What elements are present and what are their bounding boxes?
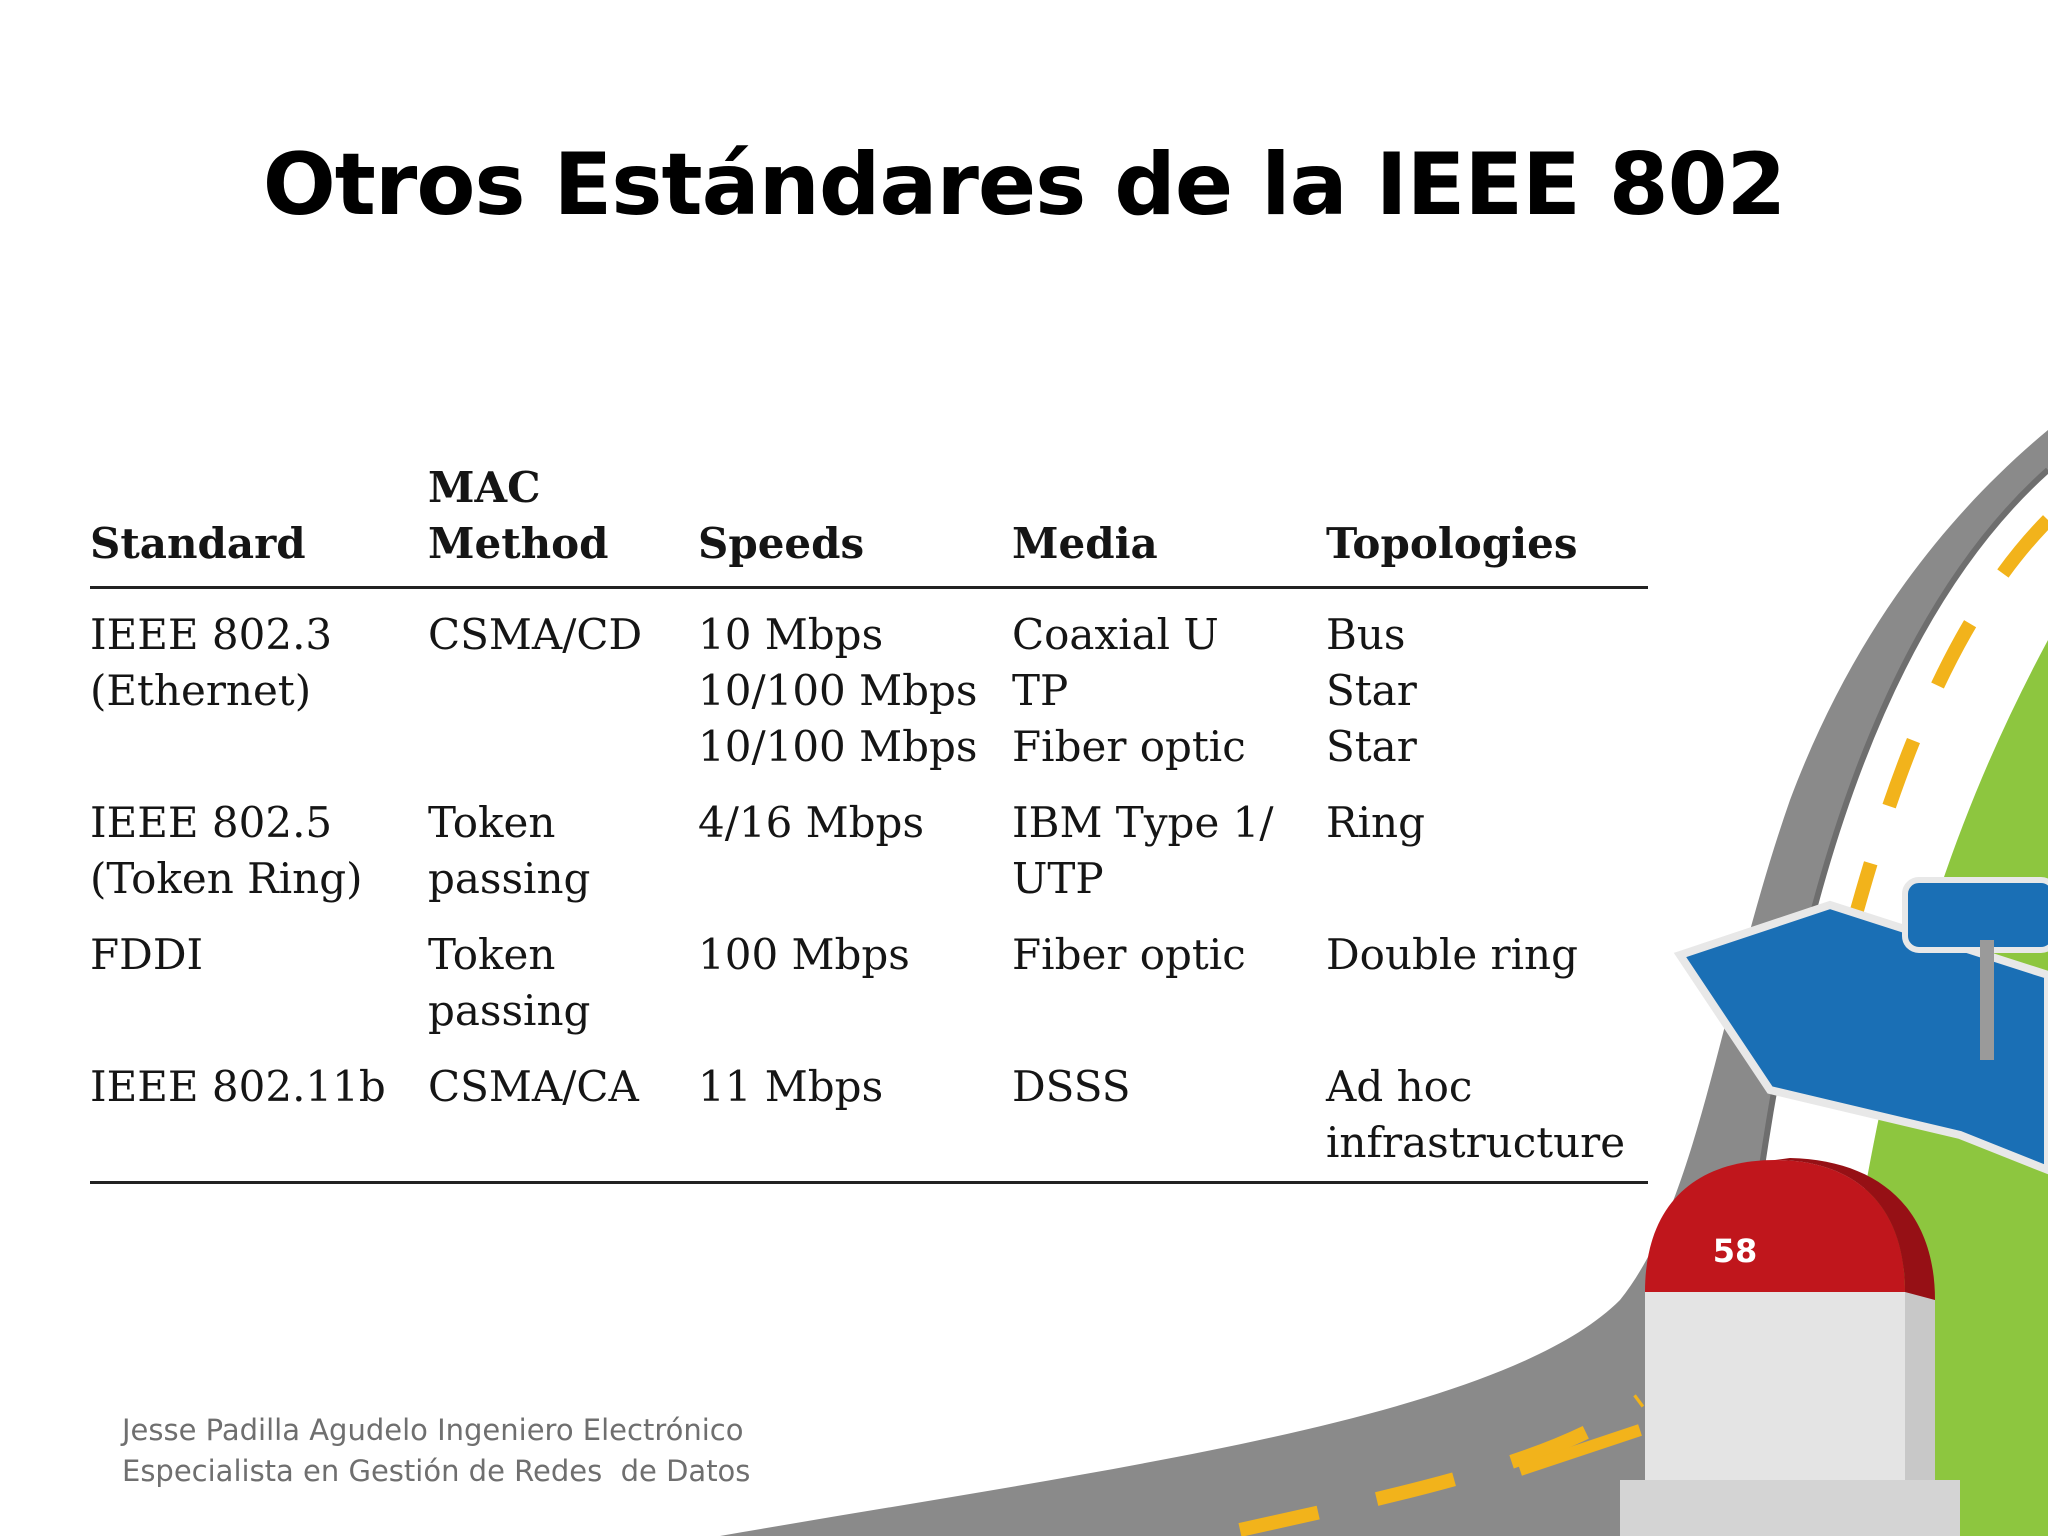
table-header-row [90,460,1648,588]
slide-title: Otros Estándares de la IEEE 802 [262,135,1786,235]
cell-speeds: 100 Mbps [698,930,910,979]
standards-table [90,460,1648,1184]
cell-standard: IEEE 802.3 (Ethernet) [90,610,333,715]
cell-topologies: Ad hoc infrastructure [1326,1059,1648,1183]
cell-speeds: 10 Mbps 10/100 Mbps 10/100 Mbps [698,610,978,771]
cell-mac: Token passing [428,930,591,1035]
cell-mac: CSMA/CA [428,1059,698,1183]
cell-topologies: Ring [1326,798,1425,847]
table-row [90,588,1648,796]
cell-media: Fiber optic [1012,930,1246,979]
cell-mac: Token passing [428,798,591,903]
footer-line-specialty: Especialista en Gestión de Redes de Datos [122,1454,751,1488]
header-mac-method: MAC Method [428,460,698,588]
page-number: 58 [1712,1232,1758,1270]
footer-credits [122,1410,750,1492]
header-standard: Standard [90,460,428,588]
cell-topologies: Double ring [1326,930,1578,979]
table-row [90,1059,1648,1183]
cell-standard: IEEE 802.5 (Token Ring) [90,798,363,903]
cell-media: Coaxial U TP Fiber optic [1012,610,1246,771]
header-topologies: Topologies [1326,460,1648,588]
table-row [90,927,1648,1059]
cell-speeds: 4/16 Mbps [698,798,924,847]
footer-line-author: Jesse Padilla Agudelo Ingeniero Electrónico [122,1413,744,1447]
standards-table-container [90,460,1648,1184]
cell-mac: CSMA/CD [428,610,643,659]
cell-standard: FDDI [90,930,204,979]
cell-speeds: 11 Mbps [698,1059,1012,1183]
cell-media: DSSS [1012,1059,1326,1183]
header-speeds: Speeds [698,460,1012,588]
header-media: Media [1012,460,1326,588]
cell-standard: IEEE 802.11b [90,1059,428,1183]
table-row [90,795,1648,927]
cell-media: IBM Type 1/ UTP [1012,798,1274,903]
milestone-icon [1620,1158,1960,1536]
cell-topologies: Bus Star Star [1326,610,1417,771]
